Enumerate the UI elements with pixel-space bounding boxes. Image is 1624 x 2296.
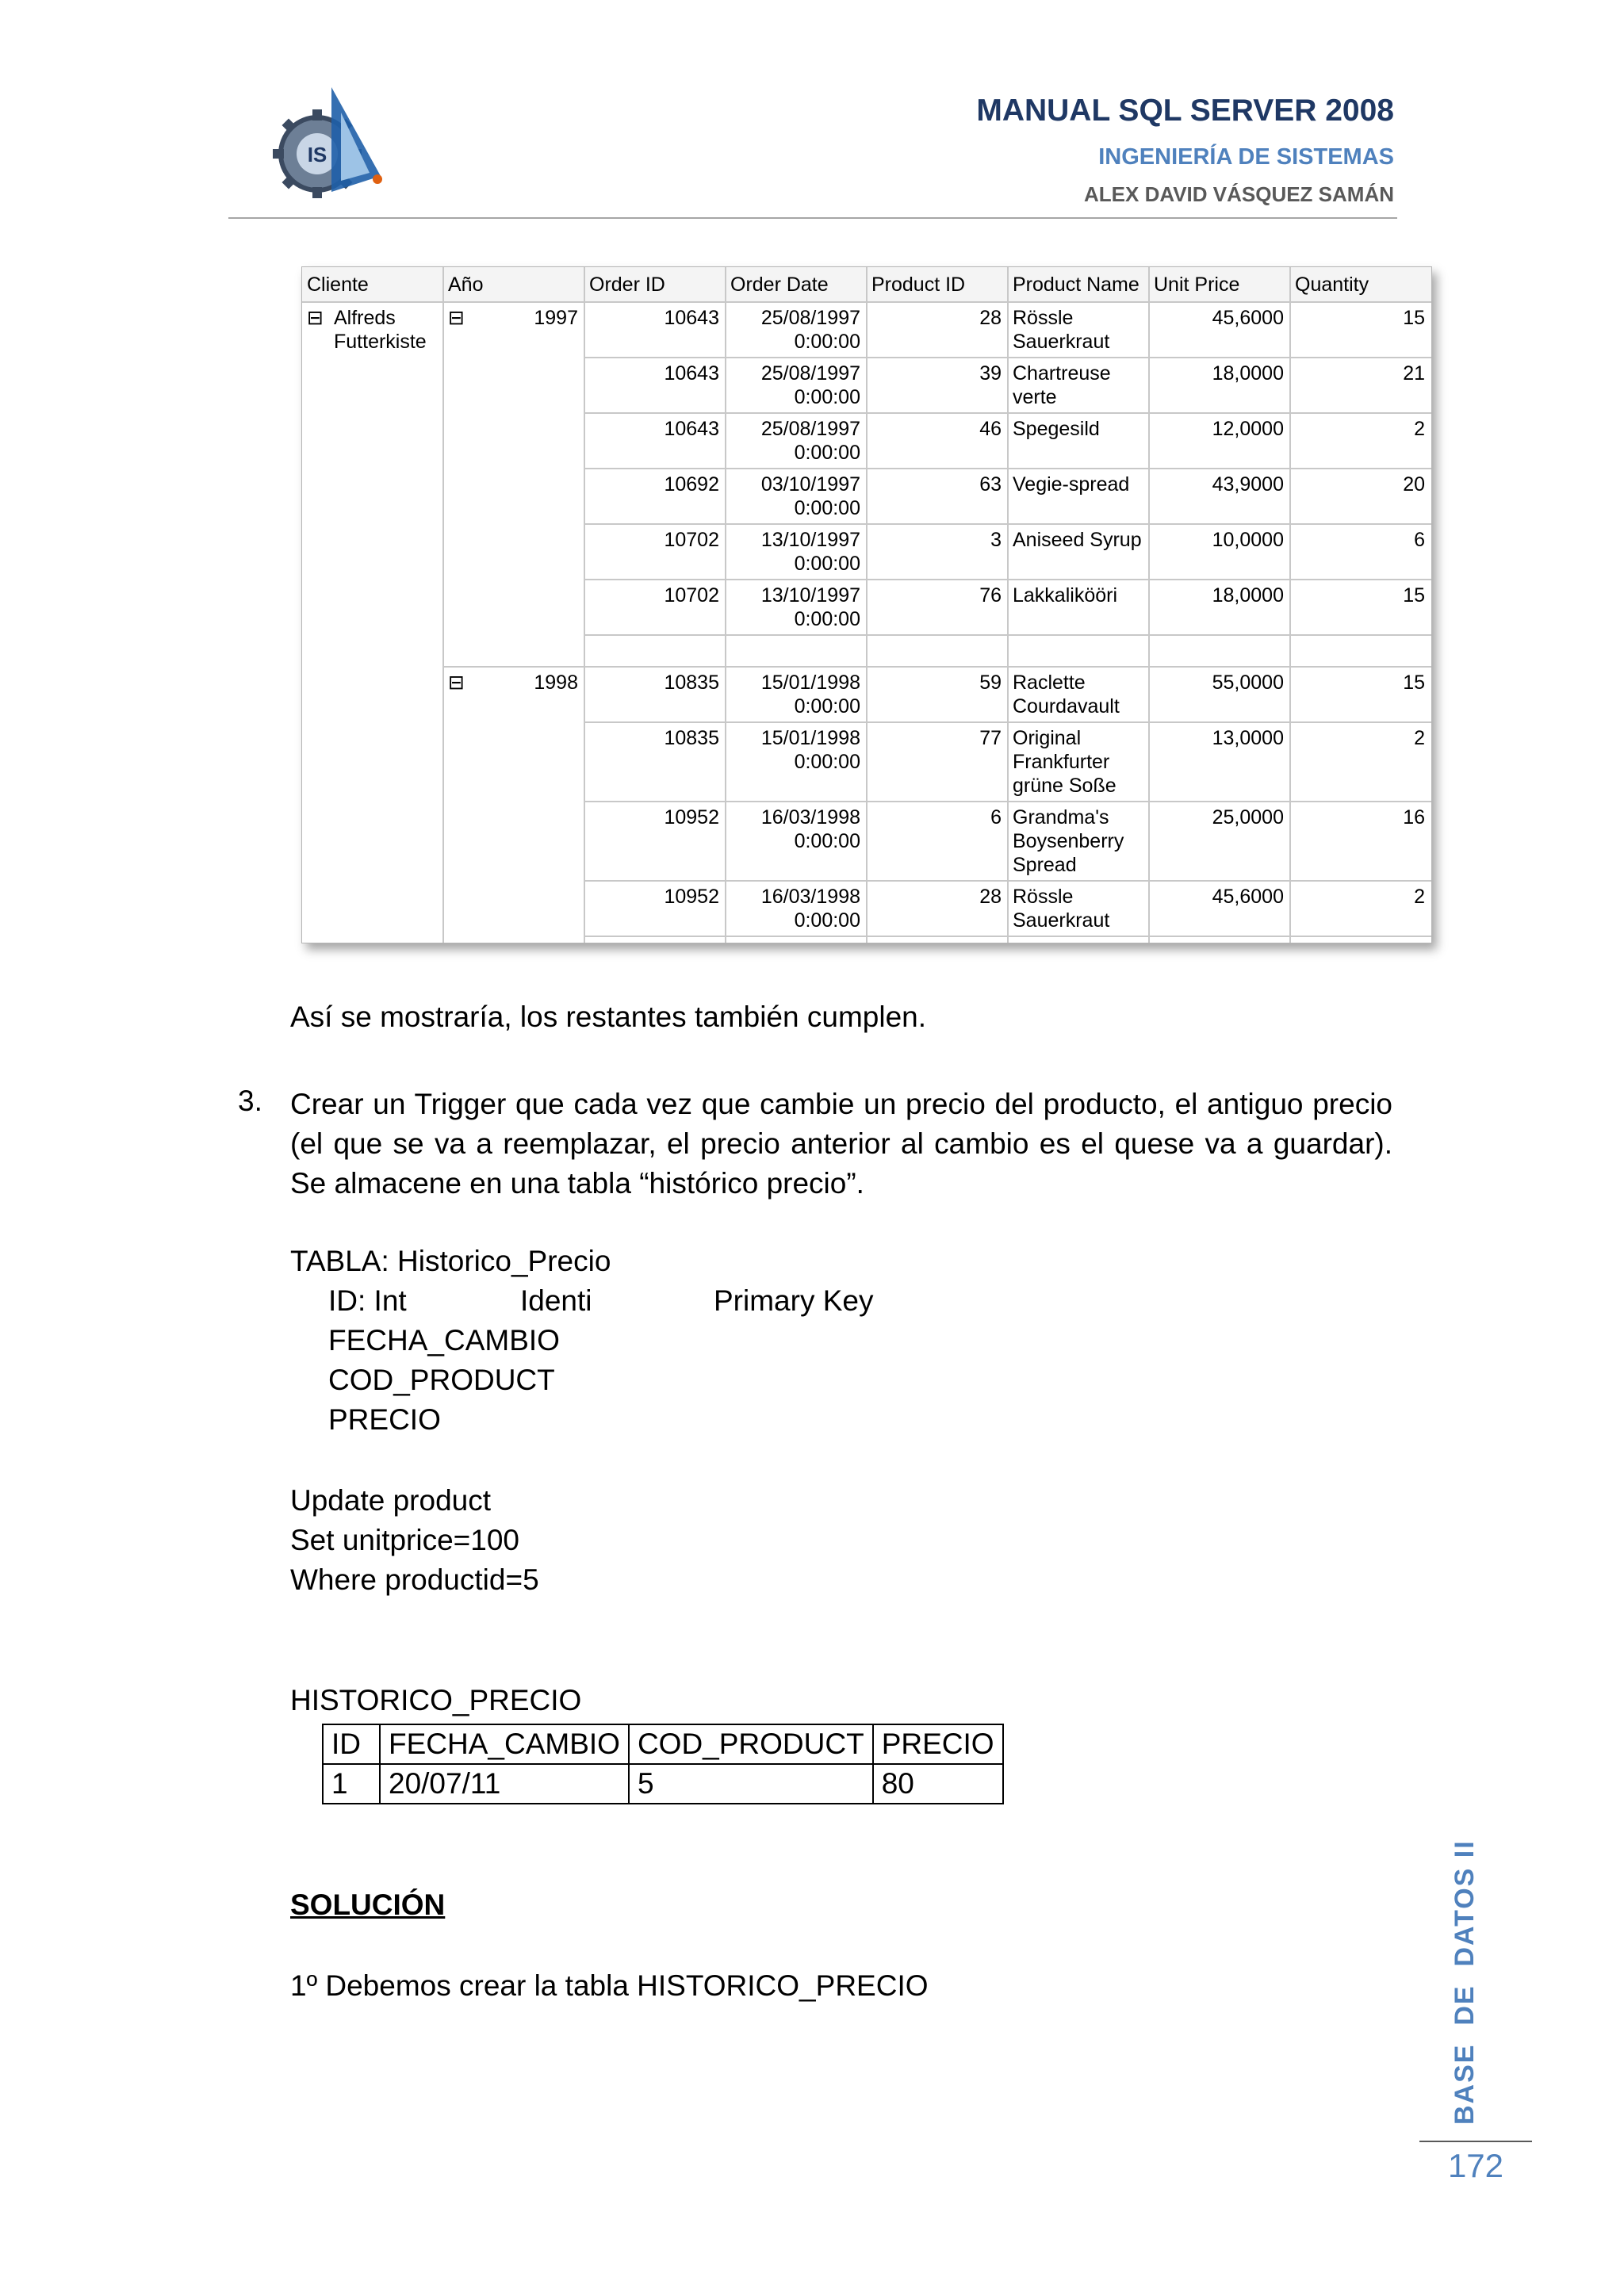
solution-step-1: 1º Debemos crear la tabla HISTORICO_PRECIO	[290, 1969, 929, 2002]
field-precio: PRECIO	[328, 1403, 441, 1436]
grid-cell-product-name: Sauerkraut	[1013, 331, 1110, 353]
grid-cell-year: 1998	[534, 672, 578, 694]
field-id-identity: Identi	[520, 1284, 592, 1317]
grid-cell-order-time: 0:00:00	[794, 608, 860, 630]
grid-cell-quantity: 2	[1414, 886, 1425, 908]
cell-cod-product: 5	[629, 1764, 873, 1804]
grid-cell-order-time: 0:00:00	[794, 442, 860, 464]
historico-table-label: HISTORICO_PRECIO	[290, 1684, 582, 1716]
grid-cell-unit-price: 10,0000	[1212, 529, 1284, 551]
historico-precio-table	[322, 1724, 1004, 1804]
grid-cell-order-time: 0:00:00	[794, 331, 860, 353]
grid-cell-order-date: 16/03/1998	[760, 886, 860, 908]
grid-cell-unit-price: 43,9000	[1212, 473, 1284, 496]
grid-cell-quantity: 15	[1403, 672, 1425, 694]
paragraph-result-note: Así se mostraría, los restantes también cumplen.	[290, 1001, 927, 1033]
query-results-grid	[301, 266, 1432, 943]
grid-cell-quantity: 2	[1414, 727, 1425, 749]
grid-cell-unit-price: 18,0000	[1212, 362, 1284, 385]
grid-cell-product-id: 63	[979, 473, 1002, 496]
grid-cell-product-id: 6	[990, 806, 1002, 828]
code-line-where: Where productid=5	[290, 1563, 539, 1596]
field-cod-product: COD_PRODUCT	[328, 1364, 555, 1396]
grid-cell-unit-price: 25,0000	[1212, 806, 1284, 828]
grid-cell-product-id: 28	[979, 886, 1002, 908]
grid-cell-order-id: 10702	[664, 584, 719, 607]
grid-cell-customer: Alfreds	[334, 307, 396, 329]
grid-cell-product-name: Aniseed Syrup	[1013, 529, 1142, 551]
grid-cell-product-id: 46	[979, 418, 1002, 440]
grid-cell-order-date: 03/10/1997	[760, 473, 860, 496]
grid-cell-unit-price: 18,0000	[1212, 584, 1284, 607]
header-cell-precio: PRECIO	[873, 1724, 1003, 1764]
grid-column-header: Unit Price	[1154, 274, 1240, 296]
grid-cell-order-date: 25/08/1997	[760, 307, 860, 329]
field-id: ID: Int	[328, 1284, 407, 1317]
grid-cell-order-time: 0:00:00	[794, 695, 860, 718]
grid-cell-unit-price: 45,6000	[1212, 886, 1284, 908]
table-definition-label: TABLA: Historico_Precio	[290, 1245, 611, 1277]
grid-cell-order-date: 15/01/1998	[760, 727, 860, 749]
cell-id: 1	[323, 1764, 380, 1804]
solution-heading: SOLUCIÓN	[290, 1888, 446, 1921]
grid-column-header: Product ID	[871, 274, 966, 296]
list-item-number: 3.	[238, 1085, 262, 1117]
cell-precio: 80	[873, 1764, 1003, 1804]
field-fecha-cambio: FECHA_CAMBIO	[328, 1324, 560, 1357]
side-course-label: BASE DE DATOS II	[1450, 1839, 1480, 2125]
grid-cell-order-date: 25/08/1997	[760, 418, 860, 440]
collapse-toggle-icon: ⊟	[448, 672, 465, 694]
grid-cell-order-id: 10643	[664, 418, 719, 440]
grid-cell-unit-price: 12,0000	[1212, 418, 1284, 440]
grid-column-header: Product Name	[1013, 274, 1139, 296]
grid-cell-product-id: 39	[979, 362, 1002, 385]
grid-cell-product-name: Original	[1013, 727, 1082, 749]
grid-cell-product-name: Boysenberry	[1013, 830, 1124, 852]
grid-cell-order-id: 10952	[664, 806, 719, 828]
grid-cell-order-id: 10643	[664, 362, 719, 385]
grid-cell-order-id: 10952	[664, 886, 719, 908]
header-cell-id: ID	[323, 1724, 380, 1764]
grid-cell-order-id: 10692	[664, 473, 719, 496]
grid-cell-quantity: 21	[1403, 362, 1425, 385]
grid-cell-order-time: 0:00:00	[794, 386, 860, 408]
grid-column-header: Año	[448, 274, 484, 296]
grid-column-header: Order Date	[730, 274, 829, 296]
grid-column-header: Cliente	[307, 274, 369, 296]
grid-cell-product-id: 28	[979, 307, 1002, 329]
collapse-toggle-icon: ⊟	[307, 307, 324, 329]
document-subtitle: INGENIERÍA DE SISTEMAS	[1098, 144, 1394, 170]
grid-cell-order-date: 16/03/1998	[760, 806, 860, 828]
field-id-primary-key: Primary Key	[714, 1284, 874, 1317]
grid-cell-product-id: 76	[979, 584, 1002, 607]
code-line-update: Update product	[290, 1484, 492, 1517]
grid-cell-order-time: 0:00:00	[794, 497, 860, 519]
grid-cell-product-name: Rössle	[1013, 886, 1074, 908]
code-line-set: Set unitprice=100	[290, 1524, 520, 1556]
header-cell-fecha-cambio: FECHA_CAMBIO	[380, 1724, 629, 1764]
grid-cell-customer: Futterkiste	[334, 331, 427, 353]
grid-cell-product-name: Courdavault	[1013, 695, 1120, 718]
grid-cell-order-time: 0:00:00	[794, 830, 860, 852]
grid-cell-order-id: 10835	[664, 727, 719, 749]
grid-cell-order-id: 10643	[664, 307, 719, 329]
grid-cell-product-name: Sauerkraut	[1013, 909, 1110, 932]
grid-cell-product-name: Raclette	[1013, 672, 1086, 694]
grid-cell-product-id: 3	[990, 529, 1002, 551]
grid-cell-product-name: Lakkalikööri	[1013, 584, 1118, 607]
grid-cell-order-date: 25/08/1997	[760, 362, 860, 385]
grid-cell-order-date: 13/10/1997	[760, 529, 860, 551]
page-number: 172	[1447, 2147, 1504, 2184]
grid-cell-product-name: Frankfurter	[1013, 751, 1110, 773]
cell-fecha-cambio: 20/07/11	[380, 1764, 629, 1804]
logo-letters: IS	[307, 143, 327, 166]
grid-cell-product-name: Vegie-spread	[1013, 473, 1130, 496]
grid-cell-quantity: 2	[1414, 418, 1425, 440]
header-cell-cod-product: COD_PRODUCT	[629, 1724, 873, 1764]
grid-cell-quantity: 20	[1403, 473, 1425, 496]
collapse-toggle-icon: ⊟	[448, 307, 465, 329]
grid-cell-quantity: 16	[1403, 806, 1425, 828]
grid-cell-order-date: 15/01/1998	[760, 672, 860, 694]
grid-cell-product-name: Rössle	[1013, 307, 1074, 329]
grid-cell-unit-price: 45,6000	[1212, 307, 1284, 329]
grid-cell-order-time: 0:00:00	[794, 751, 860, 773]
table-row	[323, 1764, 1003, 1804]
grid-cell-product-name: Spread	[1013, 854, 1077, 876]
grid-cell-unit-price: 13,0000	[1212, 727, 1284, 749]
results-grid-drawing	[302, 267, 1431, 943]
grid-cell-product-name: grüne Soße	[1013, 775, 1116, 797]
grid-cell-order-date: 13/10/1997	[760, 584, 860, 607]
grid-cell-order-time: 0:00:00	[794, 553, 860, 575]
grid-cell-order-id: 10702	[664, 529, 719, 551]
grid-cell-order-time: 0:00:00	[794, 909, 860, 932]
grid-cell-order-id: 10835	[664, 672, 719, 694]
grid-column-header: Order ID	[589, 274, 665, 296]
grid-cell-product-name: Spegesild	[1013, 418, 1100, 440]
document-author: ALEX DAVID VÁSQUEZ SAMÁN	[1084, 182, 1394, 206]
header-divider	[228, 217, 1397, 219]
page-number-divider	[1419, 2141, 1532, 2142]
grid-cell-product-name: Chartreuse	[1013, 362, 1111, 385]
grid-cell-product-id: 59	[979, 672, 1002, 694]
grid-cell-year: 1997	[534, 307, 578, 329]
document-title: MANUAL SQL SERVER 2008	[976, 94, 1394, 128]
paragraph-trigger-task: Crear un Trigger que cada vez que cambie un precio del producto, el antiguo precio (el que se va a reemplazar, el precio anterior al cambio es el quese va a guardar). Se almacene en una tabla “histórico precio”.	[290, 1088, 1392, 1200]
grid-cell-product-name: verte	[1013, 386, 1057, 408]
university-logo	[268, 81, 387, 208]
grid-cell-product-name: Grandma's	[1013, 806, 1109, 828]
grid-column-header: Quantity	[1295, 274, 1369, 296]
grid-cell-quantity: 6	[1414, 529, 1425, 551]
table-header-row	[323, 1724, 1003, 1764]
grid-cell-product-id: 77	[979, 727, 1002, 749]
grid-cell-quantity: 15	[1403, 584, 1425, 607]
grid-cell-unit-price: 55,0000	[1212, 672, 1284, 694]
grid-cell-quantity: 15	[1403, 307, 1425, 329]
